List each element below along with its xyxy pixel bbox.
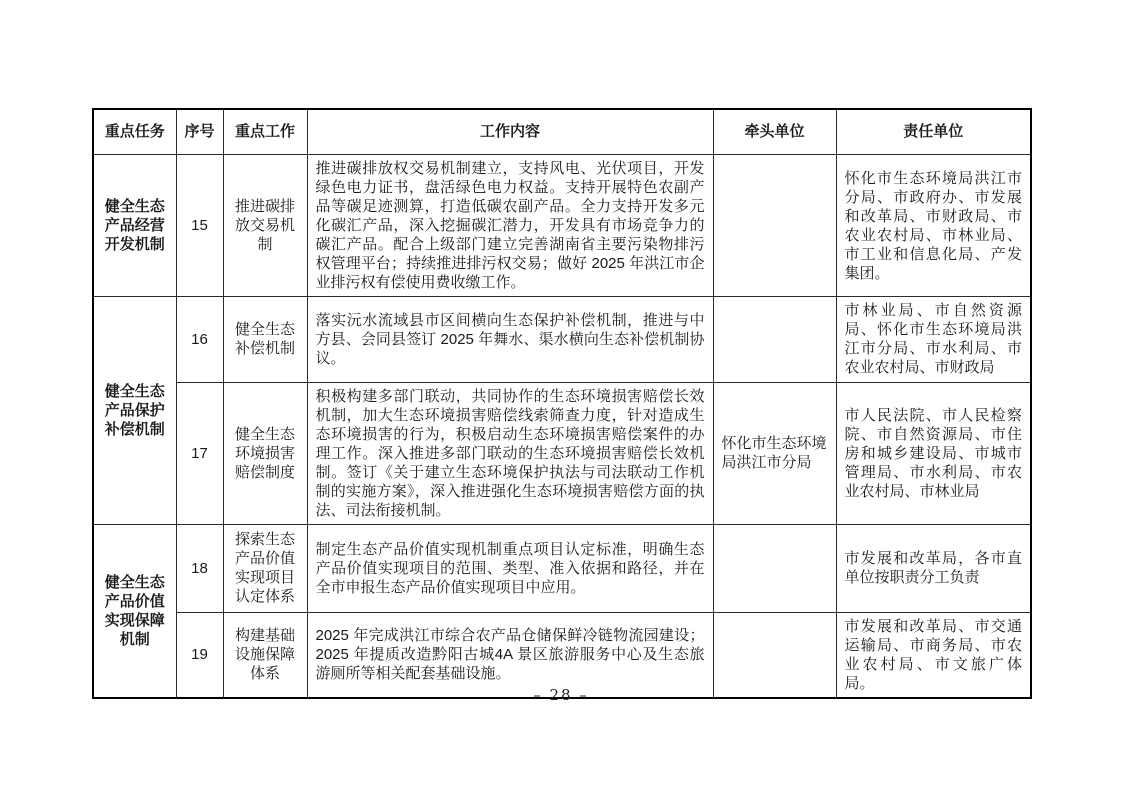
column-header-lead: 牵头单位 [713, 109, 836, 155]
task-cell: 健全生态产品保护补偿机制 [93, 297, 176, 525]
table-row [93, 382, 1031, 524]
lead-unit-cell [713, 297, 836, 382]
work-content-cell: 落实沅水流域县市区间横向生态保护补偿机制，推进与中方县、会同县签订 2025 年舞水、渠水横向生态补偿机制协议。 [307, 297, 713, 382]
column-header-content: 工作内容 [307, 109, 713, 155]
page-number: – 28 – [533, 686, 589, 704]
row-number: 15 [176, 155, 223, 297]
task-cell: 健全生态产品价值实现保障机制 [93, 524, 176, 698]
lead-unit-cell [713, 524, 836, 612]
work-content-cell: 2025 年完成洪江市综合农产品仓储保鲜冷链物流园建设；2025 年提质改造黔阳古城4A 景区旅游服务中心及生态旅游厕所等相关配套基础设施。 [307, 612, 713, 698]
responsible-unit-cell: 市发展和改革局、市交通运输局、市商务局、市农业农村局、市文旅广体局。 [836, 612, 1031, 698]
key-work-cell: 健全生态补偿机制 [223, 297, 307, 382]
responsible-unit-cell: 怀化市生态环境局洪江市分局、市政府办、市发展和改革局、市财政局、市农业农村局、市林业局、市工业和信息化局、产发集团。 [836, 155, 1031, 297]
table-header-row [93, 109, 1031, 155]
responsible-unit-cell: 市林业局、市自然资源局、怀化市生态环境局洪江市分局、市水利局、市农业农村局、市财政局 [836, 297, 1031, 382]
task-cell: 健全生态产品经营开发机制 [93, 155, 176, 297]
key-work-cell: 构建基础设施保障体系 [223, 612, 307, 698]
key-work-cell: 推进碳排放交易机制 [223, 155, 307, 297]
table-row [93, 297, 1031, 382]
row-number: 17 [176, 382, 223, 524]
table-row [93, 155, 1031, 297]
column-header-responsible: 责任单位 [836, 109, 1031, 155]
lead-unit-cell [713, 155, 836, 297]
table-row [93, 524, 1031, 612]
key-work-cell: 健全生态环境损害赔偿制度 [223, 382, 307, 524]
key-work-cell: 探索生态产品价值实现项目认定体系 [223, 524, 307, 612]
lead-unit-cell: 怀化市生态环境局洪江市分局 [713, 382, 836, 524]
row-number: 19 [176, 612, 223, 698]
work-content-cell: 积极构建多部门联动，共同协作的生态环境损害赔偿长效机制，加大生态环境损害赔偿线索筛查力度，针对造成生态环境损害的行为，积极启动生态环境损害赔偿案件的办理工作。深入推进多部门联动的生态环境损害赔偿长效机制。签订《关于建立生态环境保护执法与司法联动工作机制的实施方案》，深入推进强化生态环境损害赔偿方面的执法、司法衔接机制。 [307, 382, 713, 524]
column-header-task: 重点任务 [93, 109, 176, 155]
key-tasks-table [92, 108, 1032, 699]
column-header-work: 重点工作 [223, 109, 307, 155]
column-header-no: 序号 [176, 109, 223, 155]
responsible-unit-cell: 市发展和改革局，各市直单位按职责分工负责 [836, 524, 1031, 612]
work-content-cell: 制定生态产品价值实现机制重点项目认定标准，明确生态产品价值实现项目的范围、类型、准入依据和路径，并在全市申报生态产品价值实现项目中应用。 [307, 524, 713, 612]
responsible-unit-cell: 市人民法院、市人民检察院、市自然资源局、市住房和城乡建设局、市城市管理局、市水利局、市农业农村局、市林业局 [836, 382, 1031, 524]
work-content-cell: 推进碳排放权交易机制建立，支持风电、光伏项目，开发绿色电力证书，盘活绿色电力权益。支持开展特色农副产品等碳足迹测算，打造低碳农副产品。全力支持开发多元化碳汇产品，深入挖掘碳汇潜力，开发具有市场竞争力的碳汇产品。配合上级部门建立完善湖南省主要污染物排污权管理平台；持续推进排污权交易；做好 2025 年洪江市企业排污权有偿使用费收缴工作。 [307, 155, 713, 297]
row-number: 18 [176, 524, 223, 612]
row-number: 16 [176, 297, 223, 382]
